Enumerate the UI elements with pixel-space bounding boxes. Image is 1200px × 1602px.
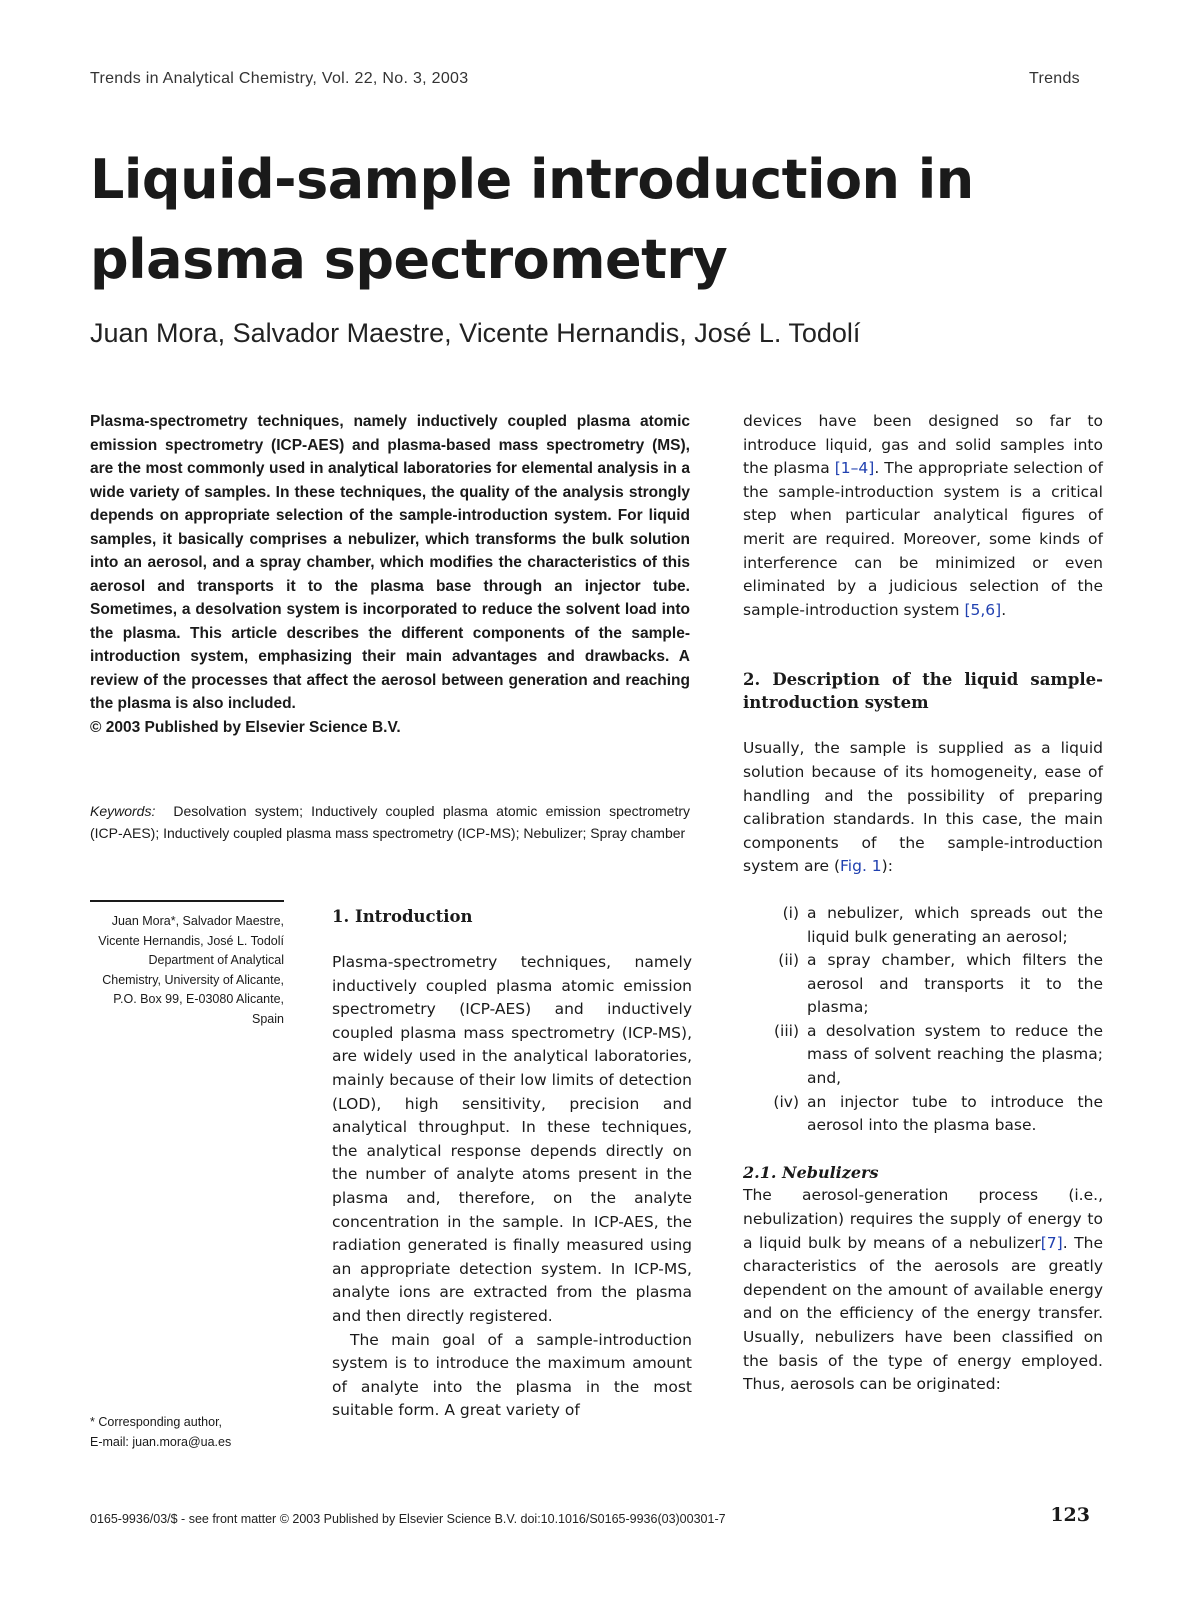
right-paragraph-2 [743, 737, 1103, 879]
affiliation-divider [90, 900, 284, 902]
list-item [743, 1020, 1103, 1091]
list-item-number: (iii) [773, 1021, 799, 1040]
right-paragraph-3-text-2: . The characteristics of the aerosols are greatly dependent on the amount of available energy and on the efficiency of the energy transfer. Usually, nebulizers have been classified on the basis of the type of energy employed. Thus, aerosols can be originated: [743, 1233, 1104, 1394]
reference-link-5-6[interactable]: [5,6] [964, 600, 1002, 619]
section-label: Trends [1028, 70, 1080, 87]
article-title: Liquid-sample introduction in plasma spectrometry [90, 148, 974, 291]
right-paragraph-3 [743, 1184, 1103, 1396]
list-item [743, 1091, 1103, 1138]
corresponding-label: * Corresponding author, [90, 1415, 223, 1429]
affiliation-block [90, 912, 284, 1029]
right-paragraph-2-text: Usually, the sample is supplied as a liquid solution because of its homogeneity, ease of handling and the possibility of preparing calibration standards. In this case, the main components of the sample-introduction system are ( [743, 739, 1103, 876]
reference-link-1-4[interactable]: [1–4] [834, 459, 875, 478]
corresponding-email[interactable]: E-mail: juan.mora@ua.es [90, 1434, 232, 1449]
right-paragraph-1 [743, 410, 1103, 622]
list-item-number: (i) [782, 903, 799, 922]
keywords-text: Desolvation system; Inductively coupled plasma atomic emission spectrometry (ICP-AES); Inductively coupled plasma mass spectrometry (ICP-MS); Nebulizer; Spray chamber [90, 803, 690, 841]
list-item-text: a desolvation system to reduce the mass of solvent reaching the plasma; and, [807, 1021, 1103, 1088]
affiliation-names: Juan Mora*, Salvador Maestre, Vicente Hernandis, José L. Todolí [98, 914, 284, 948]
list-item-number: (iv) [773, 1092, 799, 1111]
right-paragraph-1-text-2: . The appropriate selection of the sample-introduction system is a critical step when particular analytical figures of merit are required. Moreover, some kinds of interference can be minimized or even eliminated by a judicious selection of the sample-introduction system [743, 459, 1103, 619]
author-list: Juan Mora, Salvador Maestre, Vicente Hernandis, José L. Todolí [90, 318, 861, 348]
journal-running-head: Trends in Analytical Chemistry, Vol. 22, No. 3, 2003 [90, 70, 469, 87]
right-paragraph-3-text: The aerosol-generation process (i.e., nebulization) requires the supply of energy to a liquid bulk by means of a nebulizer [743, 1186, 1103, 1252]
list-item [743, 902, 1103, 949]
figure-link-1[interactable]: Fig. 1 [840, 857, 882, 876]
right-paragraph-1-text: devices have been designed so far to introduce liquid, gas and solid samples into the plasma [743, 412, 1103, 478]
introduction-column [332, 905, 692, 1423]
abstract-text: Plasma-spectrometry techniques, namely inductively coupled plasma atomic emission spectrometry (ICP-AES) and plasma-based mass spectrometry (MS), are the most commonly used in analytical laboratories for elemental analysis in a wide variety of samples. In these techniques, the quality of the analysis strongly depends on appropriate selection of the sample-introduction system. For liquid samples, it basically comprises a nebulizer, which transforms the bulk solution into an aerosol, and a spray chamber, which modifies the characteristics of this aerosol and transports it to the plasma base through an injector tube. Sometimes, a desolvation system is incorporated to reduce the solvent load into the plasma. This article describes the different components of the sample-introduction system, emphasizing their main advantages and drawbacks. A review of the processes that affect the aerosol between generation and reaching the plasma is also included. [90, 413, 690, 712]
section-2-heading: 2. Description of the liquid sample-introduction system [743, 670, 1103, 713]
corresponding-author-note [90, 1413, 284, 1452]
page-number: 123 [1050, 1504, 1090, 1526]
reference-link-7[interactable]: [7] [1040, 1233, 1063, 1252]
right-paragraph-1-end: . [1001, 600, 1007, 619]
abstract [90, 410, 690, 739]
introduction-heading: 1. Introduction [332, 907, 473, 926]
list-item-text: a spray chamber, which filters the aerosol and transports it to the plasma; [807, 951, 1103, 1017]
subsection-nebulizers-heading: 2.1. Nebulizers [743, 1162, 879, 1182]
affiliation-department: Department of Analytical Chemistry, University of Alicante, P.O. Box 99, E-03080 Alicante, Spain [102, 953, 284, 1026]
footer-doi-line: 0165-9936/03/$ - see front matter © 2003 Published by Elsevier Science B.V. doi:10.1016/S0165-9936(03)00301-7 [90, 1512, 726, 1526]
list-item-number: (ii) [778, 951, 799, 970]
list-item [743, 949, 1103, 1020]
keywords [90, 800, 690, 844]
right-paragraph-2-end: ): [881, 857, 893, 876]
right-column [743, 410, 1103, 1397]
list-item-text: a nebulizer, which spreads out the liquid bulk generating an aerosol; [807, 903, 1103, 946]
component-list [743, 902, 1103, 1138]
abstract-copyright: © 2003 Published by Elsevier Science B.V. [90, 718, 401, 736]
list-item-text: an injector tube to introduce the aerosol into the plasma base. [807, 1092, 1103, 1135]
intro-paragraph-1: Plasma-spectrometry techniques, namely inductively coupled plasma atomic emission spectrometry (ICP-AES) and inductively coupled plasma mass spectrometry (ICP-MS), are widely used in the analytical laboratories, mainly because of their low limits of detection (LOD), high sensitivity, precision and analytical throughput. In these techniques, the analytical response depends directly on the number of analyte atoms present in the plasma and, therefore, on the analyte concentration in the sample. In ICP-AES, the radiation generated is finally measured using an appropriate detection system. In ICP-MS, analyte ions are extracted from the plasma and then directly registered. [332, 953, 692, 1325]
intro-paragraph-2: The main goal of a sample-introduction system is to introduce the maximum amount of analyte into the plasma in the most suitable form. A great variety of [332, 1330, 692, 1420]
keywords-label: Keywords: [90, 803, 156, 819]
